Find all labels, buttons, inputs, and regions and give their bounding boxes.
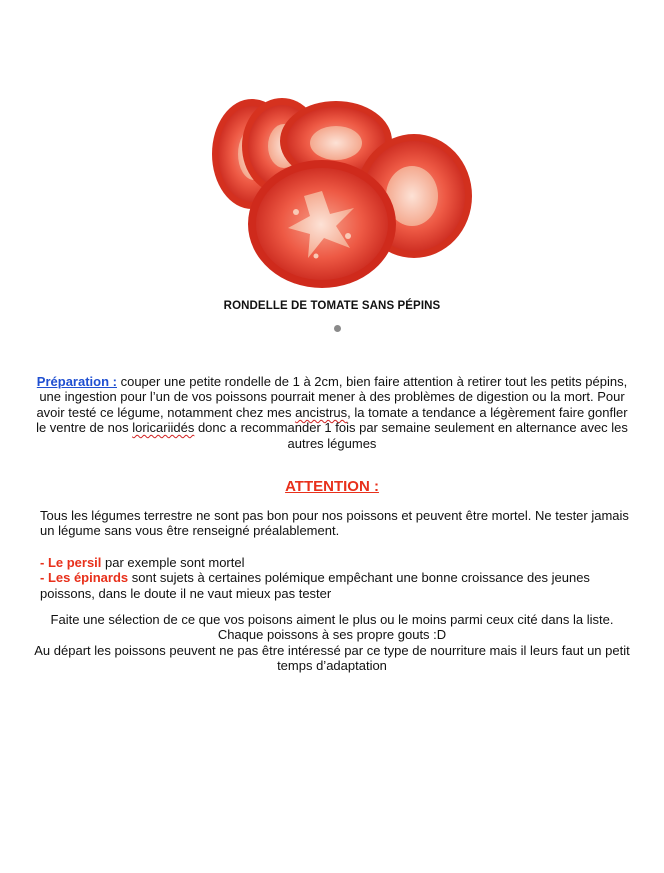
vegetable-label-epinards: - Les épinards bbox=[40, 570, 129, 586]
preparation-text-3: donc a recommander 1 fois par semaine seulement en alternance avec les autres légumes bbox=[194, 420, 628, 451]
image-caption: RONDELLE DE TOMATE SANS PÉPINS bbox=[223, 300, 441, 312]
final-line-3: Au départ les poissons peuvent ne pas être intéressé par ce type de nourriture mais il leurs faut un petit temps d’adaptation bbox=[34, 642, 630, 674]
bullet-dot bbox=[334, 325, 341, 332]
tomato-slices-image bbox=[204, 96, 474, 288]
preparation-text-2: , la tomate a tendance a légèrement faire gonfler le ventre de nos bbox=[36, 404, 628, 436]
final-line-2: Chaque poissons à ses propre gouts :D bbox=[217, 627, 447, 643]
vegetable-text-persil: par exemple sont mortel bbox=[101, 555, 245, 570]
tomato-slice-front bbox=[248, 160, 396, 288]
preparation-paragraph bbox=[34, 374, 630, 451]
list-item bbox=[40, 555, 630, 570]
attention-heading: ATTENTION : bbox=[285, 478, 379, 495]
warning-paragraph: Tous les légumes terrestre ne sont pas bon pour nos poissons et peuvent être mortel. Ne tester jamais un légume sans vous être renseigné préalablement. bbox=[40, 508, 629, 539]
final-line-1: Faite une sélection de ce que vos poisons aiment le plus ou le moins parmi ceux cité dans la liste. bbox=[50, 612, 614, 627]
word-ancistrus: ancistrus bbox=[295, 404, 348, 420]
vegetable-list bbox=[40, 555, 630, 601]
vegetable-text-epinards: sont sujets à certaines polémique empêchant une bonne croissance des jeunes poissons, dans le doute il ne vaut mieux pas tester bbox=[40, 570, 590, 601]
list-item bbox=[40, 570, 630, 601]
final-paragraph bbox=[20, 612, 644, 674]
tomato-slices-illustration bbox=[204, 96, 474, 288]
vegetable-label-persil: - Le persil bbox=[40, 555, 102, 570]
preparation-text-1: couper une petite rondelle de 1 à 2cm, bien faire attention à retirer tout les petits pépins, une ingestion pour l’un de vos poissons pourrait mener à des problèmes de digestion ou la mort. Pour avoir testé ce légume, notamment chez mes bbox=[36, 374, 628, 420]
word-loricariides: loricariidés bbox=[132, 420, 195, 436]
preparation-label: Préparation : bbox=[36, 374, 117, 389]
